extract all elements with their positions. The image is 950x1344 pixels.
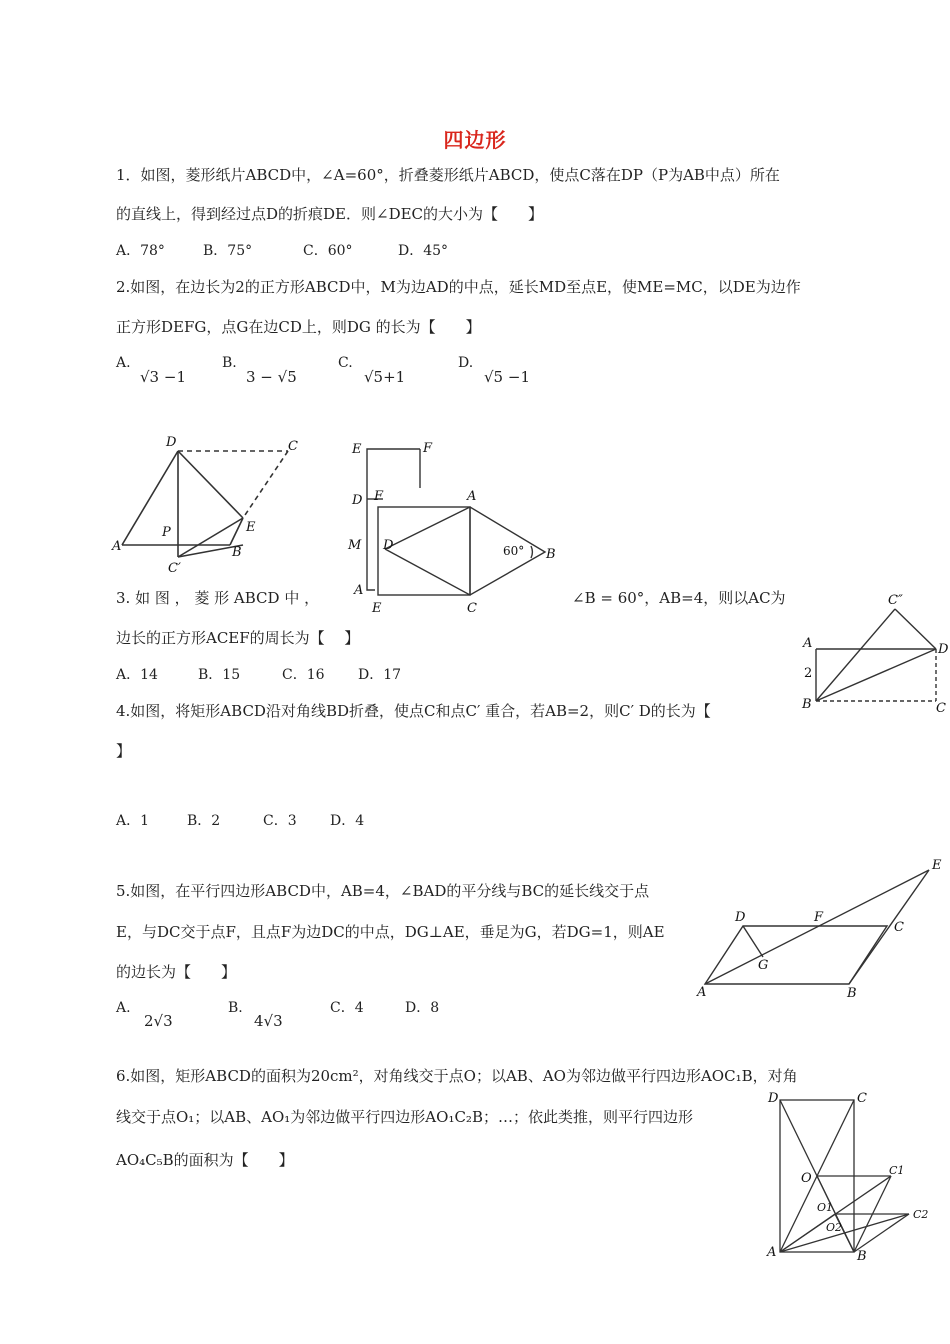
fig2-label-c: C [467, 601, 477, 616]
fig1-label-d: D [166, 435, 177, 450]
q5-option-b-value: 4√3 [254, 1012, 283, 1030]
q1-option-a: A．78° [116, 243, 165, 259]
fig1-label-p: P [162, 525, 171, 540]
fig2-label-f-top: F [423, 441, 433, 456]
fig3-label-c-double-prime: C″ [888, 593, 903, 608]
q2-option-d-letter: D. [458, 355, 474, 371]
q2-text-line1: 2.如图，在边长为2的正方形ABCD中，M为边AD的中点，延长MD至点E，使ME=MC，以DE为边作 [116, 278, 801, 296]
q5-option-d: D．8 [405, 1000, 440, 1016]
fig3-label-b: B [802, 697, 812, 712]
q3-option-b: B．15 [198, 667, 241, 683]
fig5-label-c: C [894, 920, 904, 935]
fig5-label-g: G [758, 958, 769, 973]
fig5-label-e: E [932, 858, 942, 873]
q2-option-b-value: 3 − √5 [246, 368, 297, 386]
q2-option-a-value: √3 −1 [140, 368, 186, 386]
fig6-label-d: D [768, 1091, 779, 1106]
q3-option-a: A．14 [116, 667, 158, 683]
q6-text-line1: 6.如图，矩形ABCD的面积为20cm²，对角线交于点O；以AB、AO为邻边做平行四边形AOC₁B，对角 [116, 1067, 798, 1085]
fig5-label-f: F [814, 910, 824, 925]
figure-nested-parallelograms [765, 1088, 935, 1263]
q1-option-b: B．75° [203, 243, 253, 259]
fig1-label-c: C [288, 439, 298, 454]
q5-text-line2: E，与DC交于点F，且点F为边DC的中点，DG⊥AE，垂足为G，若DG=1，则AE [116, 923, 665, 941]
figure-square-rhombus [345, 436, 575, 616]
figure-rectangle-fold [800, 592, 950, 717]
q1-text-line1: 1．如图，菱形纸片ABCD中，∠A=60°，折叠菱形纸片ABCD，使点C落在DP（P为AB中点）所在 [116, 166, 780, 184]
q6-text-line2: 线交于点O₁；以AB、AO₁为邻边做平行四边形AO₁C₂B；…；依此类推，则平行四边形 [116, 1108, 693, 1126]
q5-option-c: C．4 [330, 1000, 364, 1016]
q5-option-b-letter: B. [228, 1000, 243, 1016]
fig2-label-e-bottom: E [372, 601, 382, 616]
fig1-label-e: E [246, 520, 256, 535]
fig1-label-c-prime: C′ [168, 561, 181, 576]
q3-option-d: D．17 [358, 667, 402, 683]
fig6-label-o2: O2 [826, 1221, 843, 1234]
q2-text-line2: 正方形DEFG，点G在边CD上，则DG 的长为【 】 [116, 318, 481, 336]
fig2-label-a-top: A [467, 489, 477, 504]
q2-option-a-letter: A. [116, 355, 131, 371]
q3-text-line1-right: ∠B = 60°，AB=4，则以AC为 [572, 589, 786, 607]
fig2-label-f-mid: F [374, 489, 384, 504]
fig6-label-a: A [767, 1245, 777, 1260]
fig6-label-c: C [857, 1091, 867, 1106]
q1-option-c: C．60° [303, 243, 353, 259]
q4-option-d: D．4 [330, 813, 365, 829]
q5-option-a-letter: A. [116, 1000, 131, 1016]
fig3-label-2: 2 [804, 666, 813, 681]
fig5-label-d: D [735, 910, 746, 925]
fig3-label-a: A [803, 636, 813, 651]
q6-text-line3: AO₄C₅B的面积为【 】 [116, 1151, 294, 1169]
page-title: 四边形 [443, 128, 507, 152]
fig6-label-o: O [801, 1171, 812, 1186]
q5-option-a-value: 2√3 [144, 1012, 173, 1030]
fig2-label-m: M [348, 538, 362, 553]
fig2-label-d: D [383, 538, 394, 553]
q2-option-b-letter: B. [222, 355, 237, 371]
fig1-label-b: B [232, 545, 242, 560]
q1-text-line2: 的直线上，得到经过点D的折痕DE．则∠DEC的大小为【 】 [116, 205, 544, 223]
q5-text-line3: 的边长为【 】 [116, 963, 237, 981]
fig3-label-d: D [938, 642, 949, 657]
q3-text-line2: 边长的正方形ACEF的周长为【 】 [116, 629, 360, 647]
q4-option-a: A．1 [116, 813, 150, 829]
q4-text-line2: 】 [116, 742, 132, 760]
q5-text-line1: 5.如图，在平行四边形ABCD中，AB=4，∠BAD的平分线与BC的延长线交于点 [116, 882, 650, 900]
q1-option-d: D．45° [398, 243, 449, 259]
q4-option-c: C．3 [263, 813, 297, 829]
fig2-label-d-left: D [352, 493, 363, 508]
q2-option-d-value: √5 −1 [484, 368, 530, 386]
fig2-label-b: B [546, 547, 556, 562]
fig2-label-e-top: E [352, 442, 362, 457]
fig2-label-a-left: A [354, 583, 364, 598]
fig2-angle-label: 60° [503, 544, 525, 558]
fig6-label-c1: C1 [889, 1164, 905, 1177]
q3-option-c: C．16 [282, 667, 325, 683]
fig5-label-a: A [697, 985, 707, 1000]
fig1-label-a: A [112, 539, 122, 554]
fig6-label-b: B [857, 1249, 867, 1264]
q4-text-line1: 4.如图，将矩形ABCD沿对角线BD折叠，使点C和点C′ 重合，若AB=2，则C′ D的长为【 [116, 702, 711, 720]
fig6-label-o1: O1 [817, 1201, 834, 1214]
fig5-label-b: B [847, 986, 857, 1001]
q2-option-c-letter: C. [338, 355, 353, 371]
q2-option-c-value: √5+1 [364, 368, 406, 386]
fig6-label-c2: C2 [913, 1208, 929, 1221]
q4-option-b: B．2 [187, 813, 221, 829]
figure-rhombus-fold [110, 432, 310, 576]
fig3-label-c: C [936, 701, 946, 716]
figure-parallelogram [695, 855, 945, 1005]
q3-text-line1: 3. 如 图 ， 菱 形 ABCD 中 ， [116, 589, 320, 607]
